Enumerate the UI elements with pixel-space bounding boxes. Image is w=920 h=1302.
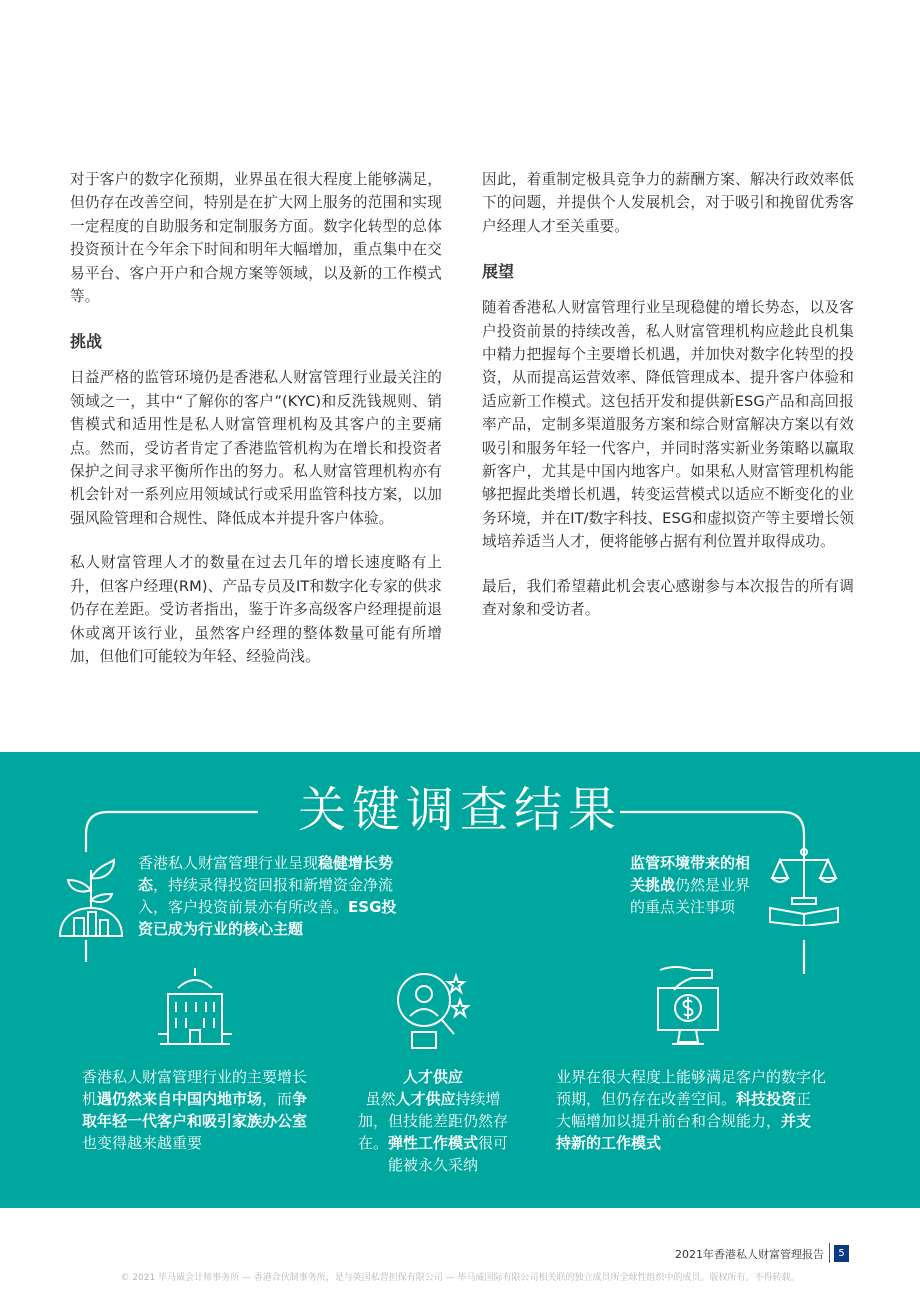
- findings-title: 关键调查结果: [297, 782, 622, 838]
- footer-report-title: 2021年香港私人财富管理报告: [675, 1248, 824, 1261]
- page-number: 5: [834, 1245, 849, 1262]
- talent-heading: 人才供应: [402, 1068, 463, 1086]
- heading-outlook: 展望: [482, 262, 515, 282]
- key-findings-panel: [0, 752, 920, 1208]
- heading-challenges: 挑战: [70, 332, 103, 352]
- right-paragraph-thanks: 最后，我们希望藉此机会衷心感谢参与本次报告的所有调查对象和受访者。: [482, 577, 854, 619]
- right-paragraph-compensation: 因此，着重制定极具竞争力的薪酬方案、解决行政效率低下的问题，并提供个人发展机会，对于吸引和挽留优秀客户经理人才至关重要。: [482, 171, 854, 235]
- office-building-icon: [154, 964, 236, 1046]
- plant-growth-icon: [54, 856, 128, 938]
- left-paragraph-talent: 私人财富管理人才的数量在过去几年的增长速度略有上升，但客户经理(RM)、产品专员及IT和数字化专家的供求仍存在差距。受访者指出，鉴于许多高级客户经理提前退休或离开该行业，虽然客户经理的整体数量可能有所增加，但他们可能较为年轻、经验尚浅。: [70, 554, 442, 665]
- left-paragraph-regulation: 日益严格的监管环境仍是香港私人财富管理行业最关注的领域之一，其中“了解你的客户”(KYC)和反洗钱规则、销售模式和适用性是私人财富管理机构及其客户的主要痛点。然而，受访者肯定了香港监管机构为在增长和投资者保护之间寻求平衡所作出的努力。私人财富管理机构亦有机会针对一系列应用领域试行或采用监管科技方案，以加强风险管理和合规性、降低成本并提升客户体验。: [70, 369, 442, 527]
- finding-mainland: 香港私人财富管理行业的主要增长机遇仍然来自中国内地市场，而争取年轻一代客户和吸引家族办公室也变得越来越重要: [82, 1068, 308, 1152]
- left-paragraph-digital: 对于客户的数字化预期，业界虽在很大程度上能够满足，但仍存在改善空间，特别是在扩大网上服务的范围和实现一定程度的自助服务和定制服务方面。数字化转型的总体投资预计在今年余下时间和明年大幅增加，重点集中在交易平台、客户开户和合规方案等领域，以及新的工作模式等。: [70, 171, 442, 306]
- scales-book-icon: [766, 846, 842, 926]
- finding-regulation: 监管环境带来的相关挑战仍然是业界的重点关注事项: [630, 854, 751, 916]
- finding-talent: 人才供应 虽然人才供应持续增加，但技能差距仍然存在。弹性工作模式很可能被永久采纳: [357, 1068, 509, 1174]
- legal-notice: © 2021 毕马威会计师事务所 — 香港合伙制事务所，是与英国私营担保有限公司 — 毕马威国际有限公司相关联的独立成员所全球性组织中的成员。版权所有。不得转载。: [120, 1273, 800, 1283]
- digital-investment-icon: [652, 964, 724, 1048]
- right-paragraph-outlook: 随着香港私人财富管理行业呈现稳健的增长势态，以及客户投资前景的持续改善，私人财富管理机构应趁此良机集中精力把握每个主要增长机遇，并加快对数字化转型的投资，从而提高运营效率、降低管理成本、提升客户体验和适应新工作模式。这包括开发和提供新ESG产品和高回报率产品，定制多渠道服务方案和综合财富解决方案以有效吸引和服务年轻一代客户，并同时落实新业务策略以赢取新客户，尤其是中国内地客户。如果私人财富管理机构能够把握此类增长机遇，转变运营模式以适应不断变化的业务环境，并在IT/数字科技、ESG和虚拟资产等主要增长领域培养适当人才，便将能够占据有利位置并取得成功。: [482, 299, 854, 551]
- left-column: [70, 168, 442, 668]
- finding-technology: 业界在很大程度上能够满足客户的数字化预期，但仍存在改善空间。科技投资正大幅增加以提升前台和合规能力，并支持新的工作模式: [556, 1068, 827, 1152]
- finding-growth: 香港私人财富管理行业呈现稳健增长势态，持续录得投资回报和新增资金净流入，客户投资前景亦有所改善。ESG投资已成为行业的核心主题: [138, 854, 397, 938]
- footer-divider: [829, 1243, 830, 1263]
- talent-search-icon: [390, 966, 472, 1052]
- right-column: [482, 168, 854, 622]
